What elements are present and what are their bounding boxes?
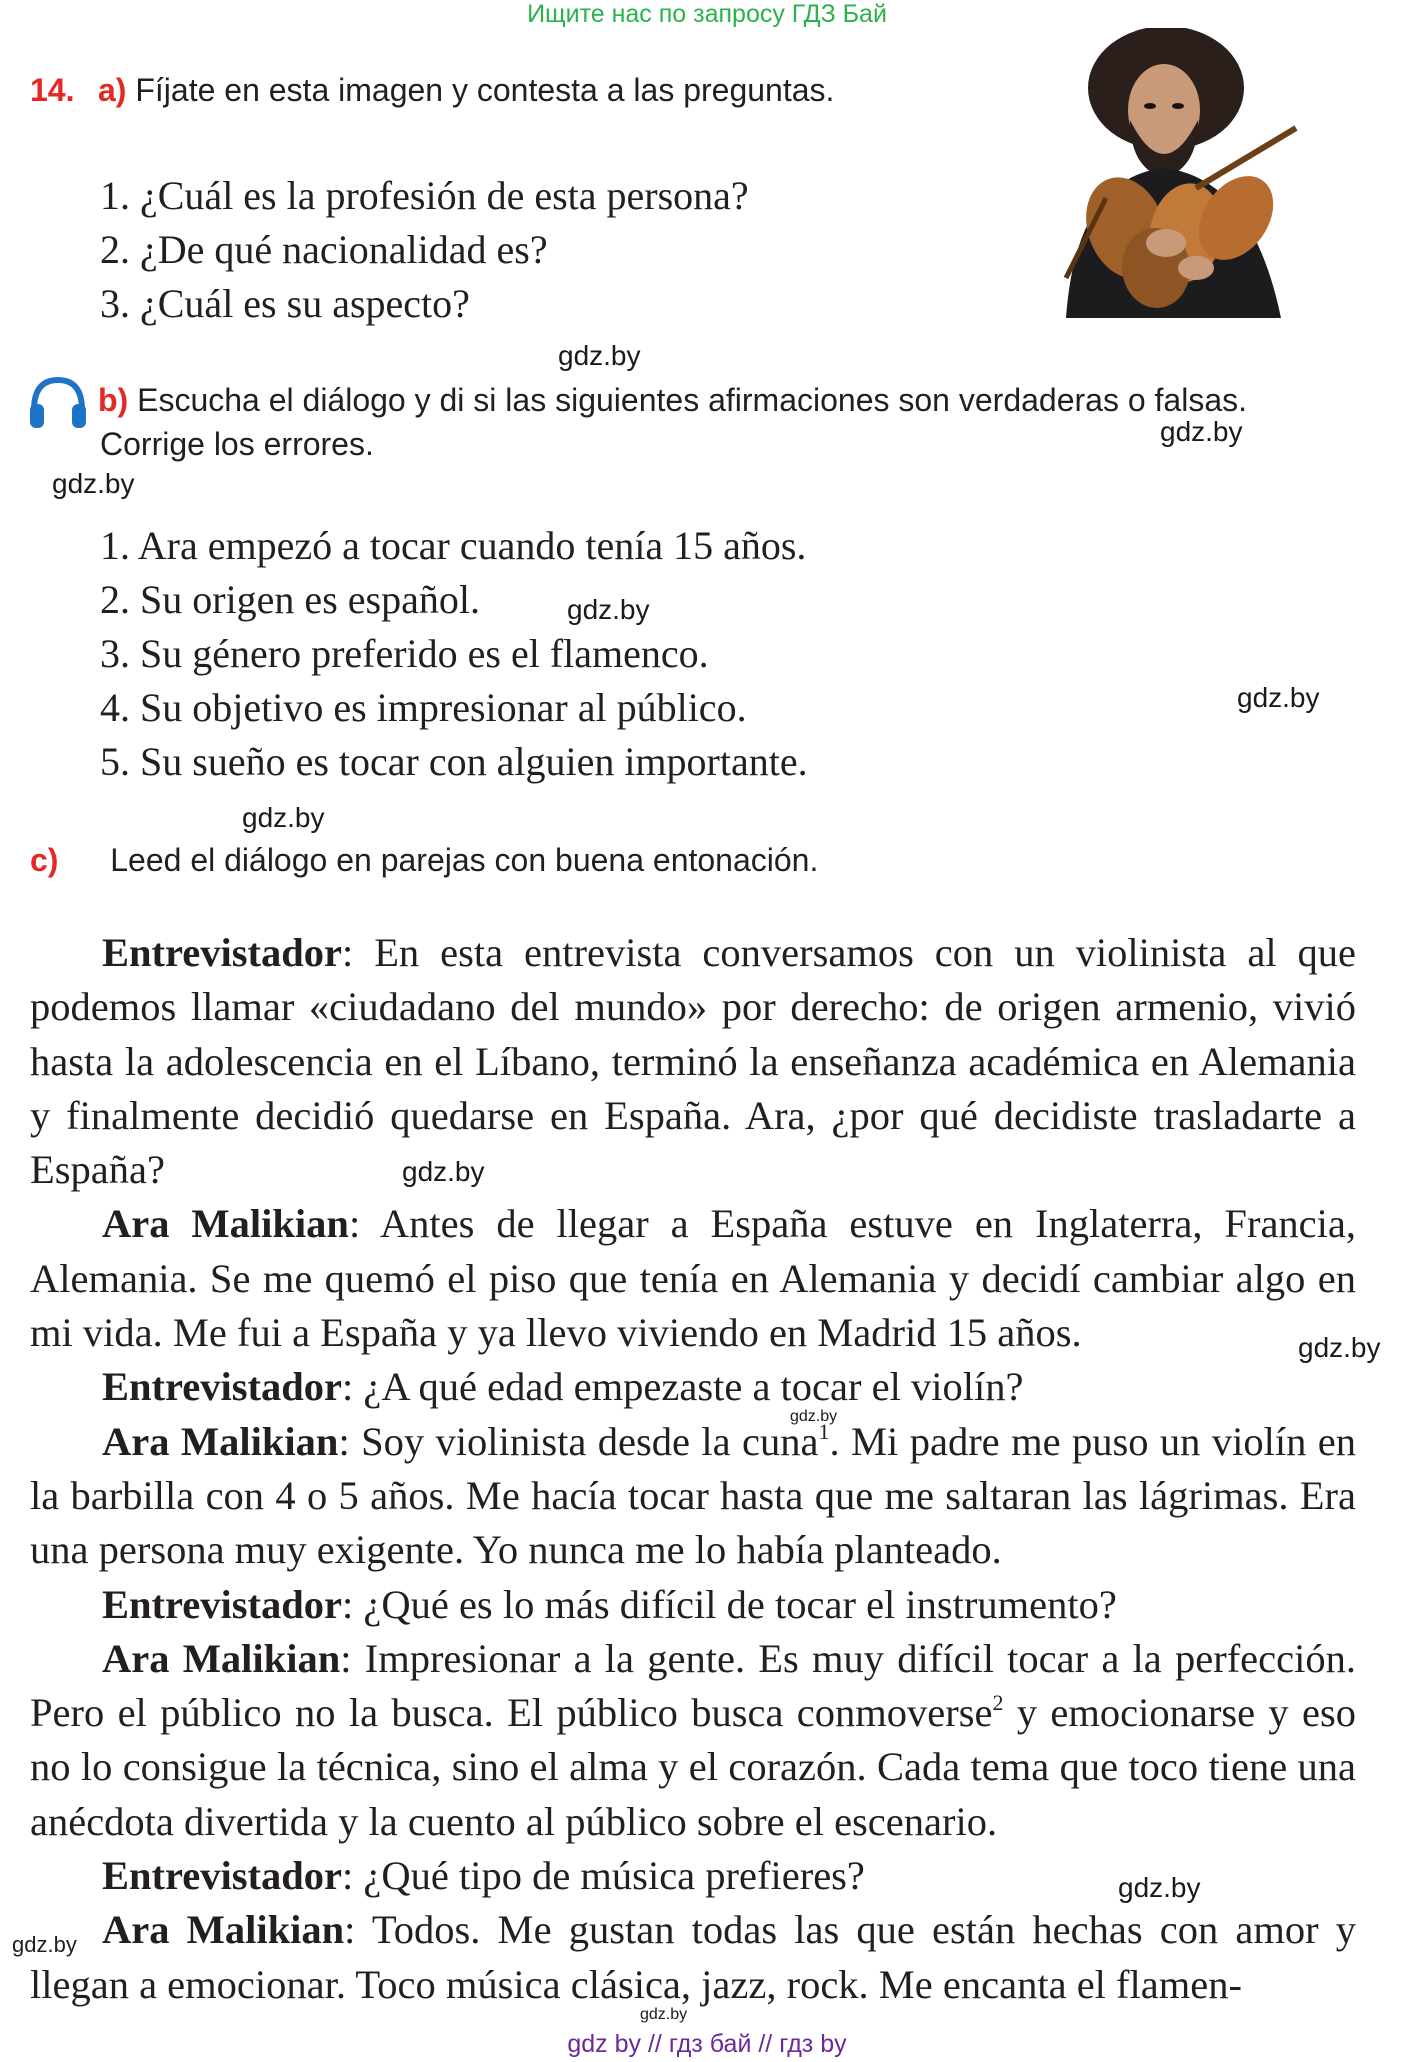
part-b-text-line1: Escucha el diálogo y di si las siguientes afirmaciones son verdaderas o falsas. (137, 382, 1248, 418)
footnote-ref: 2 (992, 1690, 1004, 1716)
speaker-ara: Ara Malikian (102, 1635, 341, 1681)
top-banner: Ищите нас по запросу ГДЗ Бай (527, 0, 887, 28)
dialog-turn (30, 1578, 1356, 1632)
footer: gdz by // гдз бай // гдз by (567, 2030, 847, 2058)
part-b-letter: b) (98, 382, 129, 418)
dialog-turn (30, 1903, 1356, 2012)
question-1: 1. ¿Cuál es la profesión de esta persona? (100, 173, 749, 218)
watermark: gdz.by (790, 1408, 838, 1425)
part-a-letter: a) (98, 72, 127, 108)
question-2: 2. ¿De qué nacionalidad es? (100, 227, 548, 272)
dialog-text: : Antes de llegar a España estuve en Inglaterra, Francia, Alemania. Se me quemó el piso que tenía en Alemania y decidí cambiar algo en mi vida. Me fui a España y ya llevo viviendo en Madrid 15 años. (30, 1201, 1357, 1356)
dialog-text: : ¿A qué edad empezaste a tocar el violín? (342, 1364, 1024, 1410)
dialog-text: : Soy violinista desde la cuna (338, 1418, 819, 1464)
part-b-instruction (98, 382, 1247, 419)
part-c-instruction (30, 842, 818, 879)
watermark: gdz.by (1160, 416, 1243, 447)
watermark: gdz.by (12, 1932, 77, 1957)
part-c-text: Leed el diálogo en parejas con buena entonación. (110, 842, 819, 878)
watermark: gdz.by (558, 340, 641, 371)
dialog-turn (30, 1415, 1356, 1578)
speaker-interviewer: Entrevistador (102, 1364, 342, 1410)
watermark: gdz.by (242, 802, 325, 833)
watermark: gdz.by (567, 594, 650, 625)
statement-1: 1. Ara empezó a tocar cuando tenía 15 años. (100, 523, 807, 568)
watermark: gdz.by (1237, 682, 1320, 713)
speaker-ara: Ara Malikian (102, 1907, 345, 1953)
violinist-photo (1046, 28, 1306, 318)
part-c-letter: c) (30, 842, 59, 878)
watermark: gdz.by (1118, 1872, 1201, 1903)
dialog (30, 926, 1356, 2012)
dialog-turn (30, 1632, 1356, 1849)
dialog-text: : Impresionar a la gente. Es muy difícil tocar a la perfección. Pero el público no la busca. El público busca conmoverse (30, 1635, 1356, 1736)
exercise-number: 14. (30, 72, 75, 108)
part-b-text-line2: Corrige los errores. (100, 426, 374, 462)
watermark: gdz.by (1298, 1332, 1381, 1363)
question-3: 3. ¿Cuál es su aspecto? (100, 281, 470, 326)
dialog-text: : ¿Qué es lo más difícil de tocar el instrumento? (342, 1581, 1117, 1627)
watermark: gdz.by (52, 468, 135, 499)
watermark: gdz.by (640, 2006, 688, 2023)
part-a-text: Fíjate en esta imagen y contesta a las preguntas. (135, 72, 835, 108)
dialog-turn (30, 926, 1356, 1197)
dialog-turn (30, 1197, 1356, 1360)
headphones-icon (26, 374, 90, 435)
speaker-interviewer: Entrevistador (102, 1581, 342, 1627)
statement-4: 4. Su objetivo es impresionar al público. (100, 685, 747, 730)
dialog-text: : En esta entrevista conversamos con un violinista al que podemos llamar «ciudadano del mundo» por derecho: de origen armenio, vivió hasta la adolescencia en el Líbano, terminó la enseñanza académica en Alemania y finalmente decidió quedarse en España. Ara, ¿por qué decidiste trasladarte a España? (30, 930, 1356, 1193)
footnote-ref: 1 (818, 1418, 830, 1444)
dialog-text: . Mi padre me puso un violín en la barbilla con 4 o 5 años. Me hacía tocar hasta que me saltaran las lágrimas. Era una persona muy exigente. Yo nunca me lo había planteado. (30, 1418, 1356, 1573)
speaker-interviewer: Entrevistador (102, 930, 342, 975)
statement-5: 5. Su sueño es tocar con alguien importante. (100, 739, 808, 784)
dialog-text: : Todos. Me gustan todas las que están hechas con amor y llegan a emocionar. Toco música clásica, jazz, rock. Me encanta el flamen- (30, 1907, 1356, 2007)
dialog-turn (30, 1360, 1356, 1414)
dialog-text: y emocionarse y eso no lo consigue la técnica, sino el alma y el corazón. Cada tema que toco tiene una anécdota divertida y la cuento al público sobre el escenario. (30, 1690, 1356, 1844)
dialog-text: : ¿Qué tipo de música prefieres? (342, 1853, 865, 1899)
speaker-ara: Ara Malikian (102, 1418, 339, 1464)
speaker-ara: Ara Malikian (102, 1201, 349, 1247)
part-a-instruction (98, 72, 834, 109)
statement-2: 2. Su origen es español. (100, 577, 480, 622)
watermark: gdz.by (402, 1156, 485, 1187)
speaker-interviewer: Entrevistador (102, 1853, 342, 1899)
statement-3: 3. Su género preferido es el flamenco. (100, 631, 709, 676)
